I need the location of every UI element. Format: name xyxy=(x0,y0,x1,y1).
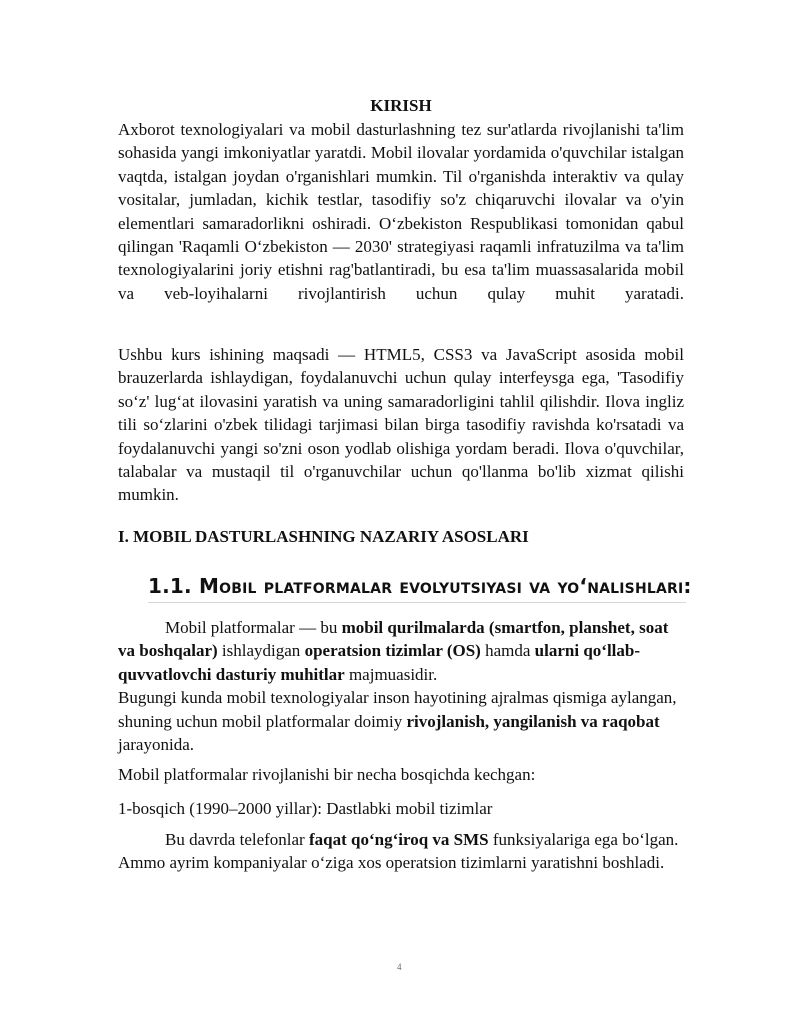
intro-paragraph-2: Ushbu kurs ishining maqsadi — HTML5, CSS3 va JavaScript asosida mobil brauzerlarda ishlaydigan, foydalanuvchi uchun qulay interfeysga ega, 'Tasodifiy so‘z' lug‘at ilovasini yaratish va uning samaradorligini tahlil qilishdir. Ilova ingliz tili so‘zlarini o'zbek tilidagi tarjimasi bilan birga tasodifiy ravishda ko'rsatadi va foydalanuvchi yangi so'zni oson yodlab olishiga yordam beradi. Ilova o'quvchilar, talabalar va mustaqil til o'rganuvchilar uchun qo'llanma bo'lib xizmat qilishi mumkin. xyxy=(118,345,684,505)
text-run: hamda xyxy=(480,641,535,661)
page-title: KIRISH xyxy=(370,96,432,115)
section-heading: 1.1. Mobil platformalar evolyutsiyasi va yo‘nalishlari: xyxy=(148,572,686,603)
bold-run: ularni qo‘llab-quvvatlovchi dasturiy muhitlar xyxy=(118,641,641,684)
chapter-heading: I. MOBIL DASTURLASHNING NAZARIY ASOSLARI xyxy=(118,527,529,546)
text-run: Bugungi kunda mobil texnologiyalar inson hayotining ajralmas qismiga aylangan, shuning uchun mobil platformalar doimiy xyxy=(118,688,677,731)
definition-paragraph xyxy=(118,616,684,756)
page-number: 4 xyxy=(397,962,402,972)
companies-text: Ammo ayrim kompaniyalar o‘ziga xos operatsion tizimlarni yaratishni boshladi. xyxy=(118,853,665,873)
bold-run: faqat qo‘ng‘iroq va SMS xyxy=(308,830,489,849)
intro-paragraph-1: Axborot texnologiyalari va mobil dasturlashning tez sur'atlarda rivojlanishi ta'lim sohasida yangi imkoniyatlar yaratdi. Mobil ilovalar yordamida o'quvchilar istalgan vaqtda, istalgan joydan o'rganishlari mumkin. Til o'rganishda interaktiv va qulay vositalar, jumladan, kichik testlar, tasodifiy so'z chiqaruvchi ilovalar va o'yin elementlari samaradorlikni oshiradi. O‘zbekiston Respublikasi tomonidan qabul qilingan 'Raqamli O‘zbekiston — 2030' strategiyasi raqamli infratuzilma va ta'lim texnologiyalarini joriy etishni rag'batlantiradi, bu esa ta'lim muassasalarida mobil va veb-loyihalarni rivojlantirish uchun qulay muhit yaratadi. xyxy=(118,120,684,303)
text-run: funksiyalariga ega bo‘lgan. xyxy=(488,830,679,849)
bold-run: rivojlanish, yangilanish va raqobat xyxy=(406,711,660,731)
bold-run: mobil qurilmalarda (smartfon, planshet, soat va boshqalar) xyxy=(118,618,669,661)
text-run: majmuasidir. xyxy=(344,664,438,684)
text-run: jarayonida. xyxy=(118,735,194,755)
bold-run: operatsion tizimlar (OS) xyxy=(304,641,481,661)
stages-intro: Mobil platformalar rivojlanishi bir necha bosqichda kechgan: xyxy=(118,765,536,784)
text-run: Mobil platformalar — bu xyxy=(165,618,342,637)
text-run: Bu davrda telefonlar xyxy=(165,830,309,849)
today-text xyxy=(118,686,684,756)
era-text xyxy=(118,828,684,851)
text-run: ishlaydigan xyxy=(217,641,305,661)
stage-1-heading: 1-bosqich (1990–2000 yillar): Dastlabki mobil tizimlar xyxy=(118,799,493,818)
definition-text xyxy=(118,616,684,686)
stage-1-paragraph xyxy=(118,828,684,875)
